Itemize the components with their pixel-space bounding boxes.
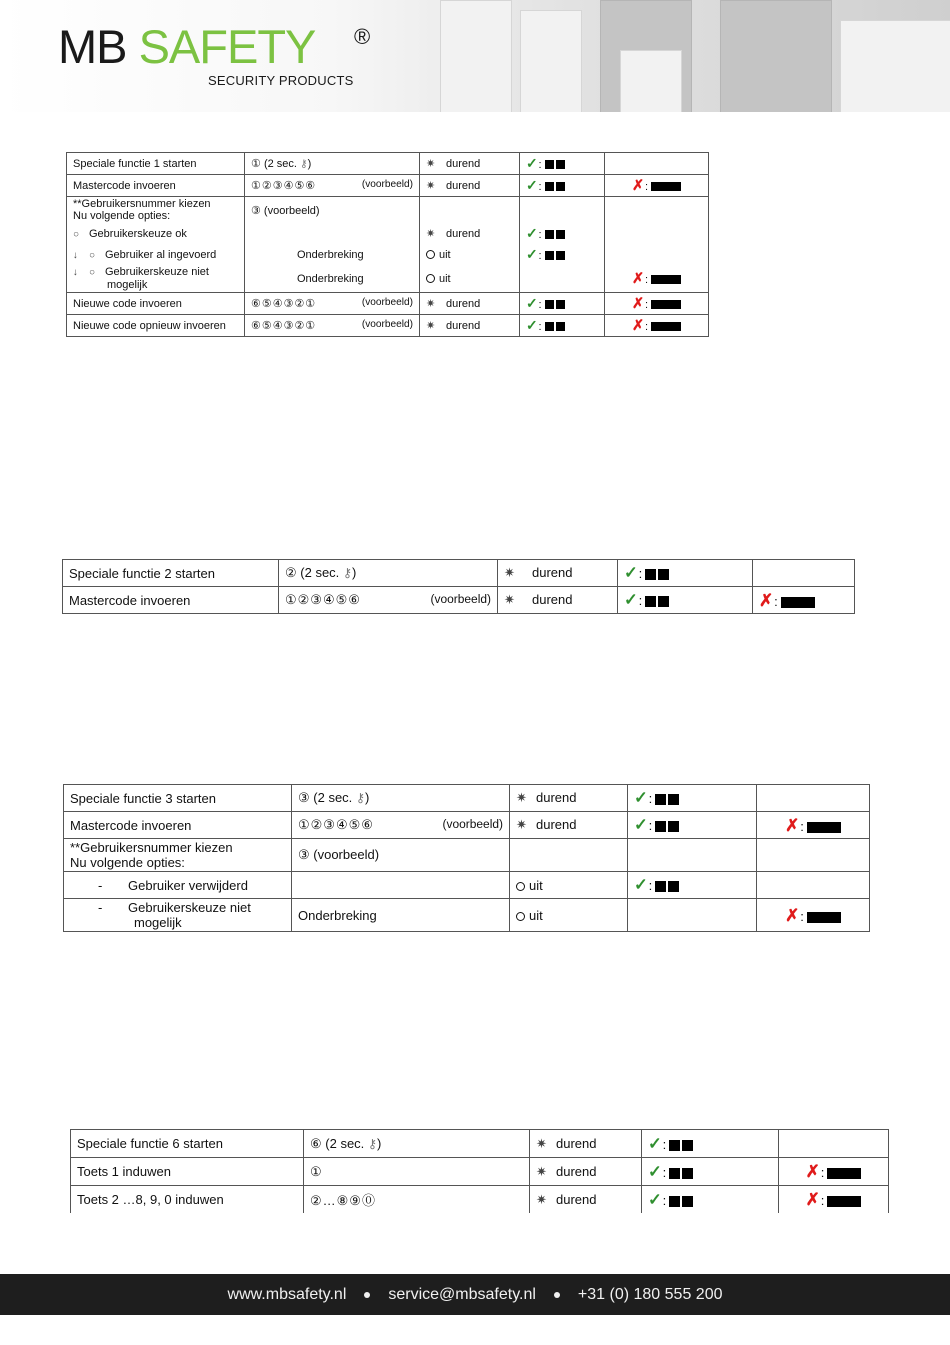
table-row: [64, 899, 870, 932]
short-beep-square-icon: [545, 230, 554, 239]
cross-icon: ✗: [631, 295, 644, 312]
short-beep-square-icon: [556, 300, 565, 309]
check-icon: ✓: [634, 816, 648, 834]
success-signal: [520, 153, 605, 175]
light-status-text: durend: [446, 228, 481, 240]
example-note: (voorbeeld): [361, 179, 413, 190]
option-text: Gebruikerskeuze niet: [128, 900, 251, 915]
arrow-down-icon: ↓: [73, 249, 78, 261]
error-signal: [757, 785, 870, 812]
step-label: Mastercode invoeren: [63, 587, 279, 614]
light-flash-icon: ✷: [516, 790, 527, 805]
light-status-text: durend: [536, 817, 577, 832]
check-icon: ✓: [526, 317, 538, 333]
bullet-icon: ○: [89, 249, 95, 261]
light-status: [420, 265, 520, 293]
check-icon: ✓: [624, 591, 638, 609]
key-digit: ①: [310, 1163, 322, 1179]
code-digits: ①②③④⑤⑥: [298, 817, 374, 832]
success-signal: [618, 587, 753, 614]
light-status-text: durend: [532, 565, 573, 580]
colon: :: [644, 320, 649, 333]
light-status: [498, 560, 618, 587]
step-input: [245, 223, 420, 244]
logo-safety-text: SAFETY: [138, 20, 316, 73]
check-icon: ✓: [526, 246, 538, 262]
light-status-text: uit: [529, 877, 543, 893]
light-status-text: durend: [446, 320, 481, 332]
check-icon: ✓: [526, 225, 538, 241]
table-row: [64, 839, 870, 872]
colon: :: [800, 908, 804, 924]
error-signal: [757, 899, 870, 932]
success-signal: [520, 223, 605, 244]
short-beep-square-icon: [556, 182, 565, 191]
table-row: [67, 244, 709, 265]
option-text: Gebruiker al ingevoerd: [105, 248, 217, 261]
step-input: [245, 265, 420, 293]
short-beep-square-icon: [545, 300, 554, 309]
key-digit: ②: [285, 565, 297, 580]
check-icon: ✓: [634, 789, 648, 807]
step-label: Nieuwe code opnieuw invoeren: [67, 315, 245, 337]
success-signal: [520, 244, 605, 265]
light-status: [530, 1158, 642, 1186]
check-icon: ✓: [624, 564, 638, 582]
step-label: [64, 839, 292, 872]
dash-bullet: -: [98, 877, 103, 893]
error-signal: [753, 560, 855, 587]
long-beep-bar-icon: [651, 322, 681, 331]
step-label-line: **Gebruikersnummer kiezen: [70, 840, 233, 855]
interruption-text: Onderbreking: [298, 907, 377, 923]
code-digits: ①②③④⑤⑥: [251, 180, 317, 192]
step-label-line: Nu volgende opties:: [73, 210, 171, 222]
error-signal: [605, 293, 709, 315]
step-input: [292, 785, 510, 812]
duration-text: (2 sec.: [313, 790, 353, 805]
step-label: [67, 197, 245, 224]
step-label: Speciale functie 6 starten: [71, 1130, 304, 1158]
interruption-text: Onderbreking: [297, 248, 364, 261]
step-label: Toets 2 …8, 9, 0 induwen: [71, 1186, 304, 1214]
light-status-text: uit: [529, 907, 543, 923]
cross-icon: ✗: [805, 1190, 820, 1209]
short-beep-square-icon: [556, 251, 565, 260]
cross-icon: ✗: [631, 317, 644, 334]
long-beep-bar-icon: [827, 1196, 861, 1207]
colon: :: [644, 298, 649, 311]
light-flash-icon: ✷: [426, 228, 436, 240]
step-input: [292, 812, 510, 839]
check-icon: ✓: [648, 1134, 662, 1153]
key-digit: ⑥: [310, 1135, 322, 1151]
error-signal: [753, 587, 855, 614]
step-input: [245, 315, 420, 337]
header-background-shape: [520, 10, 582, 112]
colon: :: [638, 566, 643, 581]
table-row: [67, 197, 709, 224]
light-status: [510, 812, 628, 839]
success-signal: [520, 293, 605, 315]
separator-dot-icon: [554, 1292, 560, 1298]
led-off-ring-icon: [516, 882, 525, 891]
cross-icon: ✗: [805, 1162, 820, 1181]
table-row: [71, 1186, 889, 1214]
arrow-down-icon: ↓: [73, 267, 78, 278]
short-beep-square-icon: [655, 794, 666, 805]
success-signal: [520, 265, 605, 293]
light-status-text: durend: [556, 1135, 597, 1151]
example-note: (voorbeeld): [430, 592, 491, 606]
colon: :: [638, 593, 643, 608]
table-row: [71, 1158, 889, 1186]
colon: :: [538, 298, 542, 311]
colon: :: [644, 273, 649, 286]
light-status: [420, 293, 520, 315]
led-off-ring-icon: [516, 912, 525, 921]
brand-logo: [58, 20, 370, 73]
error-signal: [779, 1186, 889, 1214]
success-signal: [520, 315, 605, 337]
short-beep-square-icon: [645, 569, 656, 580]
step-input: [304, 1186, 530, 1214]
close-paren: ): [364, 790, 370, 805]
light-flash-icon: ✷: [536, 1191, 547, 1207]
light-status-text: durend: [532, 592, 573, 607]
header-background-shape: [440, 0, 512, 112]
colon: :: [644, 180, 649, 193]
colon: :: [820, 1165, 825, 1180]
success-signal: [628, 872, 757, 899]
short-beep-square-icon: [658, 569, 669, 580]
step-label: Speciale functie 1 starten: [67, 153, 245, 175]
short-beep-square-icon: [556, 230, 565, 239]
footer-email[interactable]: service@mbsafety.nl: [388, 1285, 536, 1303]
step-input: [245, 197, 420, 224]
close-paren: ): [351, 565, 357, 580]
header-background-shape: [720, 0, 832, 112]
success-signal: [642, 1130, 779, 1158]
light-status: [510, 872, 628, 899]
key-digit: ②…⑧⑨⓪: [310, 1193, 376, 1208]
light-status: [420, 244, 520, 265]
key-icon: ⚷: [342, 566, 352, 580]
table-row: [71, 1130, 889, 1158]
function-1-table: [66, 152, 709, 337]
colon: :: [662, 1192, 667, 1208]
step-input: [245, 293, 420, 315]
colon: :: [662, 1164, 667, 1180]
error-signal: [605, 244, 709, 265]
step-label: Toets 1 induwen: [71, 1158, 304, 1186]
colon: :: [662, 1136, 667, 1152]
footer-phone: +31 (0) 180 555 200: [577, 1285, 723, 1303]
light-status-text: durend: [536, 790, 577, 805]
light-status: [420, 315, 520, 337]
short-beep-square-icon: [655, 881, 666, 892]
colon: :: [648, 818, 653, 833]
short-beep-square-icon: [682, 1168, 693, 1179]
success-signal: [520, 197, 605, 224]
code-digits: ①②③④⑤⑥: [285, 592, 361, 607]
dash-bullet: -: [98, 900, 103, 915]
short-beep-square-icon: [668, 794, 679, 805]
header-background-shape: [620, 50, 682, 112]
key-icon: ⚷: [355, 791, 365, 805]
error-signal: [757, 839, 870, 872]
option-label: [67, 223, 245, 244]
step-label: Mastercode invoeren: [67, 175, 245, 197]
key-icon: ⚷: [300, 159, 308, 170]
long-beep-bar-icon: [807, 912, 841, 923]
colon: :: [800, 818, 804, 834]
short-beep-square-icon: [645, 596, 656, 607]
error-signal: [605, 265, 709, 293]
light-status: [530, 1186, 642, 1214]
light-status: [420, 197, 520, 224]
light-flash-icon: ✷: [536, 1135, 547, 1151]
colon: :: [820, 1193, 825, 1208]
table-row: [67, 223, 709, 244]
error-signal: [757, 812, 870, 839]
example-note: (voorbeeld): [361, 319, 413, 330]
short-beep-square-icon: [669, 1196, 680, 1207]
option-label: [64, 899, 292, 932]
check-icon: ✓: [526, 177, 538, 193]
function-3-table: [63, 784, 870, 932]
success-signal: [628, 812, 757, 839]
success-signal: [628, 839, 757, 872]
light-status: [420, 175, 520, 197]
colon: :: [538, 320, 542, 333]
table-row: [67, 315, 709, 337]
light-flash-icon: ✷: [504, 592, 515, 607]
error-signal: [605, 315, 709, 337]
colon: :: [538, 249, 542, 262]
short-beep-square-icon: [669, 1140, 680, 1151]
logo-mb-text: MB: [58, 20, 127, 73]
step-input: [245, 244, 420, 265]
error-signal: [779, 1130, 889, 1158]
step-label: Speciale functie 3 starten: [64, 785, 292, 812]
step-input: [292, 839, 510, 872]
short-beep-square-icon: [545, 182, 554, 191]
long-beep-bar-icon: [651, 182, 681, 191]
short-beep-square-icon: [545, 322, 554, 331]
check-icon: ✓: [648, 1162, 662, 1181]
success-signal: [618, 560, 753, 587]
light-status: [498, 587, 618, 614]
step-label-line: **Gebruikersnummer kiezen: [73, 198, 211, 210]
short-beep-square-icon: [545, 160, 554, 169]
bullet-icon: ○: [89, 267, 95, 278]
option-text: mogelijk: [134, 915, 182, 930]
colon: :: [648, 878, 653, 893]
error-signal: [779, 1158, 889, 1186]
step-label: Nieuwe code invoeren: [67, 293, 245, 315]
success-signal: [628, 785, 757, 812]
step-label: Speciale functie 2 starten: [63, 560, 279, 587]
example-note: (voorbeeld): [361, 297, 413, 308]
code-digits: ③ (voorbeeld): [251, 204, 320, 217]
check-icon: ✓: [526, 295, 538, 311]
light-status-text: durend: [446, 180, 481, 192]
page-footer: [0, 1274, 950, 1315]
check-icon: ✓: [648, 1190, 662, 1209]
long-beep-bar-icon: [651, 300, 681, 309]
table-row: [64, 872, 870, 899]
success-signal: [628, 899, 757, 932]
long-beep-bar-icon: [651, 275, 681, 284]
long-beep-bar-icon: [827, 1168, 861, 1179]
cross-icon: ✗: [785, 815, 800, 835]
check-icon: ✓: [634, 876, 648, 894]
interruption-text: Onderbreking: [297, 272, 364, 285]
table-row: [64, 785, 870, 812]
light-flash-icon: ✷: [426, 320, 436, 332]
error-signal: [605, 153, 709, 175]
short-beep-square-icon: [669, 1168, 680, 1179]
light-flash-icon: ✷: [516, 817, 527, 832]
step-input: [292, 872, 510, 899]
page-header: [0, 0, 950, 112]
close-paren: ): [376, 1135, 382, 1151]
success-signal: [520, 175, 605, 197]
footer-website[interactable]: www.mbsafety.nl: [227, 1285, 347, 1303]
light-flash-icon: ✷: [426, 158, 436, 170]
duration-text: (2 sec.: [263, 158, 297, 170]
header-background-shape: [840, 20, 950, 112]
code-digits: ③ (voorbeeld): [298, 847, 380, 862]
example-note: (voorbeeld): [442, 817, 503, 831]
short-beep-square-icon: [682, 1196, 693, 1207]
cross-icon: ✗: [785, 905, 800, 925]
cross-icon: ✗: [759, 590, 774, 610]
step-input: [304, 1130, 530, 1158]
table-row: [64, 812, 870, 839]
option-label: [67, 265, 245, 293]
option-text: Gebruiker verwijderd: [128, 877, 248, 893]
step-input: [292, 899, 510, 932]
function-6-table: [70, 1129, 889, 1213]
check-icon: ✓: [526, 155, 538, 171]
short-beep-square-icon: [658, 596, 669, 607]
key-digit: ③: [298, 790, 310, 805]
error-signal: [757, 872, 870, 899]
light-status-text: uit: [439, 248, 451, 261]
light-status-text: durend: [556, 1191, 597, 1207]
bullet-icon: ○: [73, 228, 79, 240]
function-2-table: [62, 559, 855, 614]
short-beep-square-icon: [655, 821, 666, 832]
table-row: [67, 153, 709, 175]
close-paren: ): [307, 158, 312, 170]
step-label: Mastercode invoeren: [64, 812, 292, 839]
logo-tagline: SECURITY PRODUCTS: [208, 73, 354, 88]
key-icon: ⚷: [367, 1136, 377, 1151]
step-input: [304, 1158, 530, 1186]
colon: :: [648, 791, 653, 806]
table-row: [67, 293, 709, 315]
long-beep-bar-icon: [781, 597, 815, 608]
option-text: Gebruikerskeuze niet: [105, 266, 209, 278]
colon: :: [538, 228, 542, 241]
colon: :: [538, 158, 542, 171]
light-status-text: durend: [446, 298, 481, 310]
light-flash-icon: ✷: [426, 180, 436, 192]
short-beep-square-icon: [668, 881, 679, 892]
cross-icon: ✗: [631, 270, 644, 287]
light-status: [510, 839, 628, 872]
light-status-text: durend: [556, 1163, 597, 1179]
step-input: [245, 175, 420, 197]
colon: :: [774, 593, 778, 609]
error-signal: [605, 197, 709, 224]
light-status: [420, 153, 520, 175]
short-beep-square-icon: [668, 821, 679, 832]
registered-mark: ®: [354, 24, 370, 49]
light-status: [510, 899, 628, 932]
light-status-text: uit: [439, 272, 451, 285]
duration-text: (2 sec.: [300, 565, 340, 580]
light-flash-icon: ✷: [426, 298, 436, 310]
step-input: [245, 153, 420, 175]
step-input: [279, 560, 498, 587]
success-signal: [642, 1186, 779, 1214]
error-signal: [605, 223, 709, 244]
separator-dot-icon: [364, 1292, 370, 1298]
error-signal: [605, 175, 709, 197]
code-digits: ⑥⑤④③②①: [251, 320, 317, 332]
short-beep-square-icon: [682, 1140, 693, 1151]
led-off-ring-icon: [426, 274, 435, 283]
key-digit: ①: [251, 158, 261, 170]
step-label-line: Nu volgende opties:: [70, 855, 185, 870]
long-beep-bar-icon: [807, 822, 841, 833]
light-status-text: durend: [446, 158, 481, 170]
duration-text: (2 sec.: [325, 1135, 365, 1151]
light-flash-icon: ✷: [536, 1163, 547, 1179]
success-signal: [642, 1158, 779, 1186]
short-beep-square-icon: [556, 160, 565, 169]
table-row: [67, 175, 709, 197]
code-digits: ⑥⑤④③②①: [251, 298, 317, 310]
led-off-ring-icon: [426, 250, 435, 259]
light-status: [510, 785, 628, 812]
colon: :: [538, 180, 542, 193]
table-row: [63, 587, 855, 614]
option-text: Gebruikerskeuze ok: [89, 227, 187, 240]
table-row: [67, 265, 709, 293]
table-row: [63, 560, 855, 587]
light-flash-icon: ✷: [504, 565, 515, 580]
light-status: [420, 223, 520, 244]
cross-icon: ✗: [631, 177, 644, 194]
step-input: [279, 587, 498, 614]
option-label: [64, 872, 292, 899]
option-text: mogelijk: [107, 279, 148, 291]
short-beep-square-icon: [556, 322, 565, 331]
short-beep-square-icon: [545, 251, 554, 260]
option-label: [67, 244, 245, 265]
light-status: [530, 1130, 642, 1158]
